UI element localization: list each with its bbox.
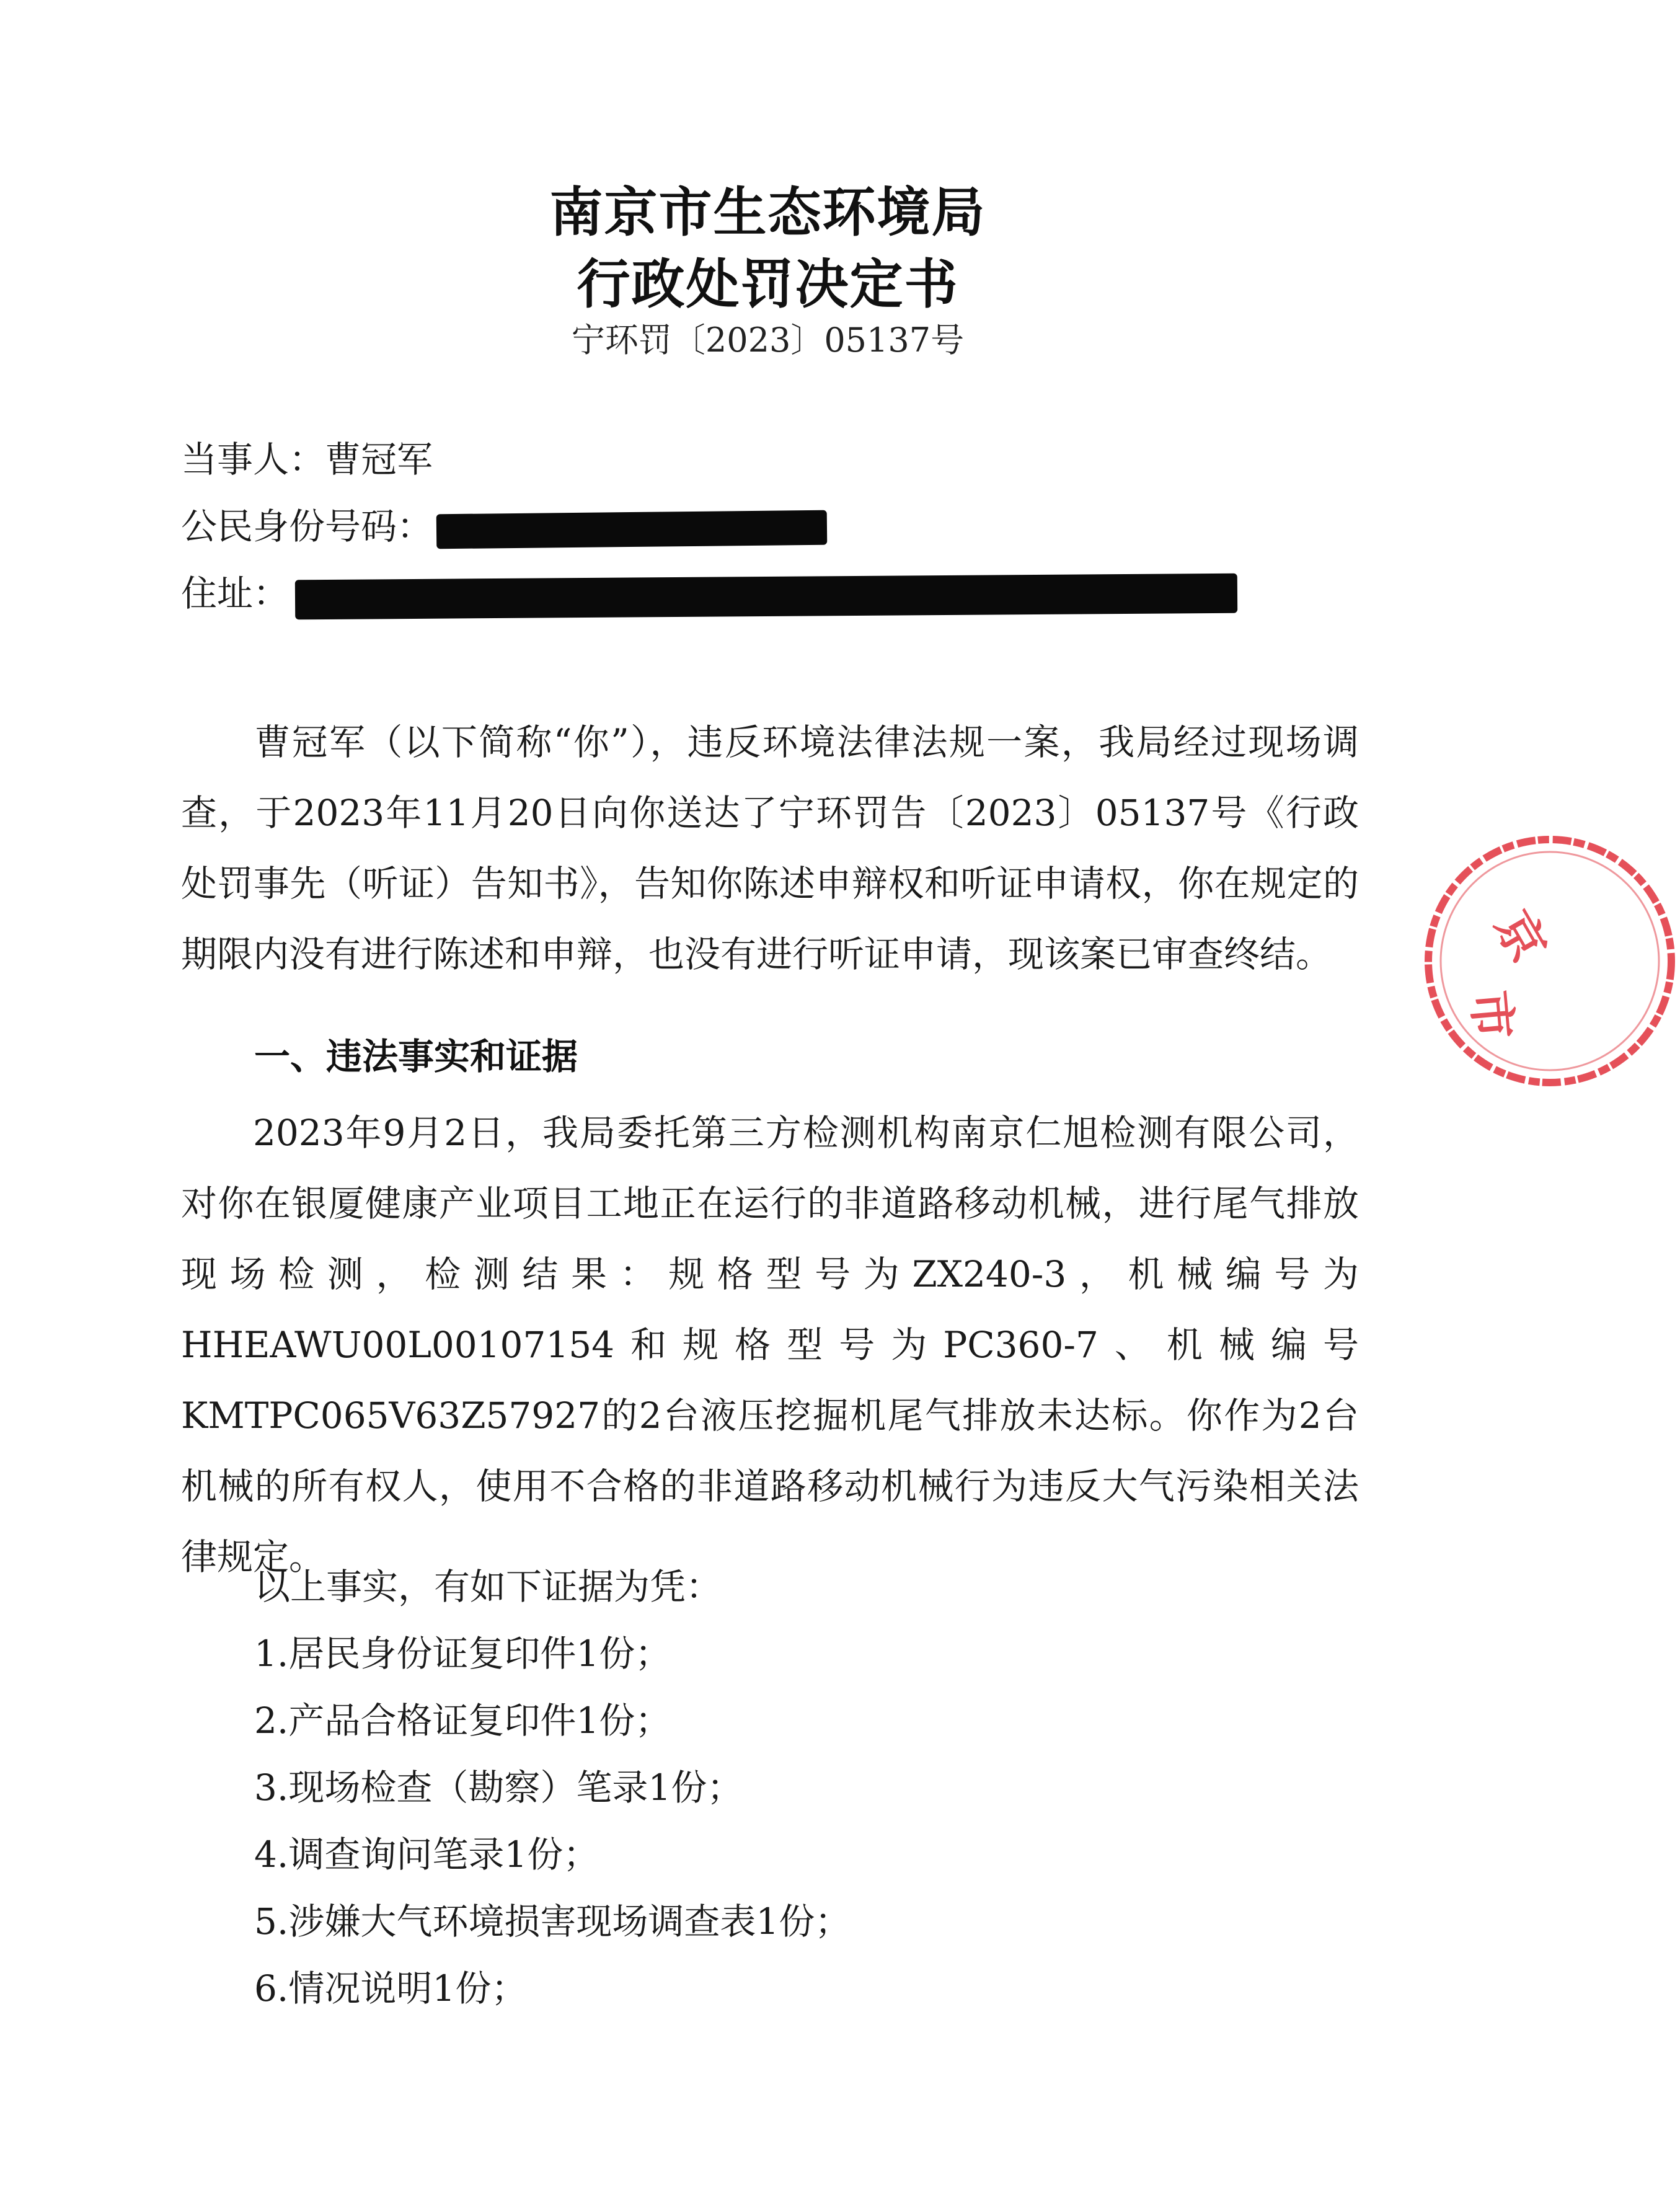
party-name-label: 当事人：	[181, 438, 325, 481]
document-number: 宁环罚〔2023〕05137号	[571, 321, 965, 360]
party-address-label: 住址：	[181, 572, 290, 614]
intro-paragraph-text: 曹冠军（以下简称“你”），违反环境法律法规一案，我局经过现场调查，于2023年11月20日向你送达了宁环罚告〔2023〕05137号《行政处罚事先（听证）告知书》，告知你陈述申辩权和听证申请权，你在规定的期限内没有进行陈述和申辩，也没有进行听证申请，现该案已审查终结。	[181, 721, 1359, 975]
facts-paragraph	[181, 1097, 1359, 1592]
facts-paragraph-text: 2023年9月2日，我局委托第三方检测机构南京仁旭检测有限公司，对你在银厦健康产业项目工地正在运行的非道路移动机械，进行尾气排放现场检测，检测结果：规格型号为ZX240-3，机械编号为HHEAWU00L00107154和规格型号为PC360-7、机械编号KMTPC065V63Z57927的2台液压挖掘机尾气排放未达标。你作为2台机械的所有权人，使用不合格的非道路移动机械行为违反大气污染相关法律规定。	[181, 1112, 1359, 1578]
intro-paragraph	[181, 707, 1359, 990]
address-redaction	[295, 574, 1237, 620]
party-id-label: 公民身份号码：	[181, 505, 433, 547]
evidence-item: 2.产品合格证复印件1份；	[254, 1699, 671, 1742]
evidence-item: 6.情况说明1份；	[254, 1967, 528, 2010]
official-seal	[1420, 831, 1680, 1091]
party-id-row	[181, 505, 827, 547]
party-address-row	[181, 572, 1237, 616]
evidence-item: 4.调查询问笔录1份；	[254, 1833, 599, 1876]
id-number-redaction	[436, 510, 828, 549]
document-title-line1: 南京市生态环境局	[549, 182, 986, 244]
evidence-item: 5.涉嫌大气环境损害现场调查表1份；	[254, 1900, 851, 1943]
svg-text:市: 市	[1461, 988, 1521, 1042]
evidence-intro: 以上事实，有如下证据为凭：	[254, 1566, 722, 1608]
evidence-item: 1.居民身份证复印件1份；	[254, 1633, 671, 1675]
evidence-item: 3.现场检查（勘察）笔录1份；	[254, 1766, 743, 1809]
section-heading-facts: 一、违法事实和证据	[254, 1035, 578, 1078]
document-title-line2: 行政处罚决定书	[577, 254, 959, 316]
party-name-row	[181, 438, 433, 481]
svg-text:京: 京	[1483, 902, 1557, 972]
party-name-value: 曹冠军	[325, 438, 433, 481]
